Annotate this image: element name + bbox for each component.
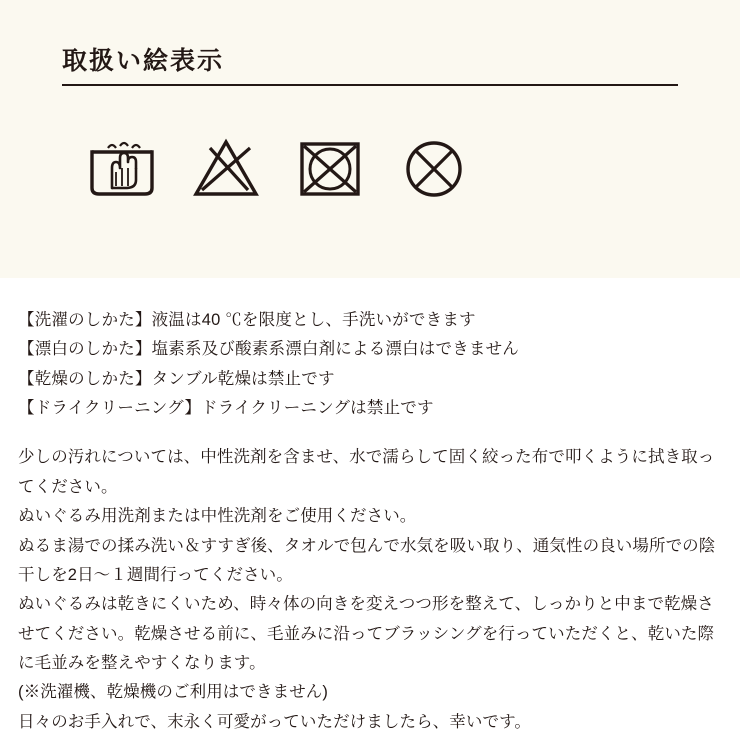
no-tumble-dry-icon — [290, 128, 370, 208]
care-notes — [18, 443, 722, 737]
note-paragraph: 少しの汚れについては、中性洗剤を含ませ、水で濡らして固く絞った布で叩くように拭き取ってください。 — [18, 448, 715, 496]
care-line: 【ドライクリーニング】ドライクリーニングは禁止です — [18, 399, 434, 418]
care-line: 【漂白のしかた】塩素系及び酸素系漂白剤による漂白はできません — [18, 340, 519, 359]
note-paragraph: (※洗濯機、乾燥機のご利用はできません) — [18, 683, 328, 702]
note-paragraph: ぬるま湯での揉み洗い＆すすぎ後、タオルで包んで水気を吸い取り、通気性の良い場所での陰干しを2日〜１週間行ってください。 — [18, 536, 716, 584]
note-paragraph: ぬいぐるみ用洗剤または中性洗剤をご使用ください。 — [18, 507, 417, 526]
care-symbol-row — [82, 128, 474, 208]
no-dry-clean-icon — [394, 128, 474, 208]
note-paragraph: 日々のお手入れで、末永く可愛がっていただけましたら、幸いです。 — [18, 712, 531, 731]
hand-wash-40-icon — [82, 128, 162, 208]
care-text-block — [0, 278, 740, 737]
care-line-list — [18, 306, 722, 423]
section-title — [62, 46, 678, 86]
care-symbols-panel — [0, 0, 740, 278]
care-line: 【乾燥のしかた】タンブル乾燥は禁止です — [18, 369, 335, 388]
no-bleach-icon — [186, 128, 266, 208]
note-paragraph: ぬいぐるみは乾きにくいため、時々体の向きを変えつつ形を整えて、しっかりと中まで乾燥させてください。乾燥させる前に、毛並みに沿ってブラッシングを行っていただくと、乾いた際に毛並みを整えやすくなります。 — [18, 595, 715, 672]
care-line: 【洗濯のしかた】液温は40 ℃を限度とし、手洗いができます — [18, 311, 476, 329]
title-divider — [62, 84, 678, 86]
page-title: 取扱い絵表示 — [62, 47, 225, 75]
